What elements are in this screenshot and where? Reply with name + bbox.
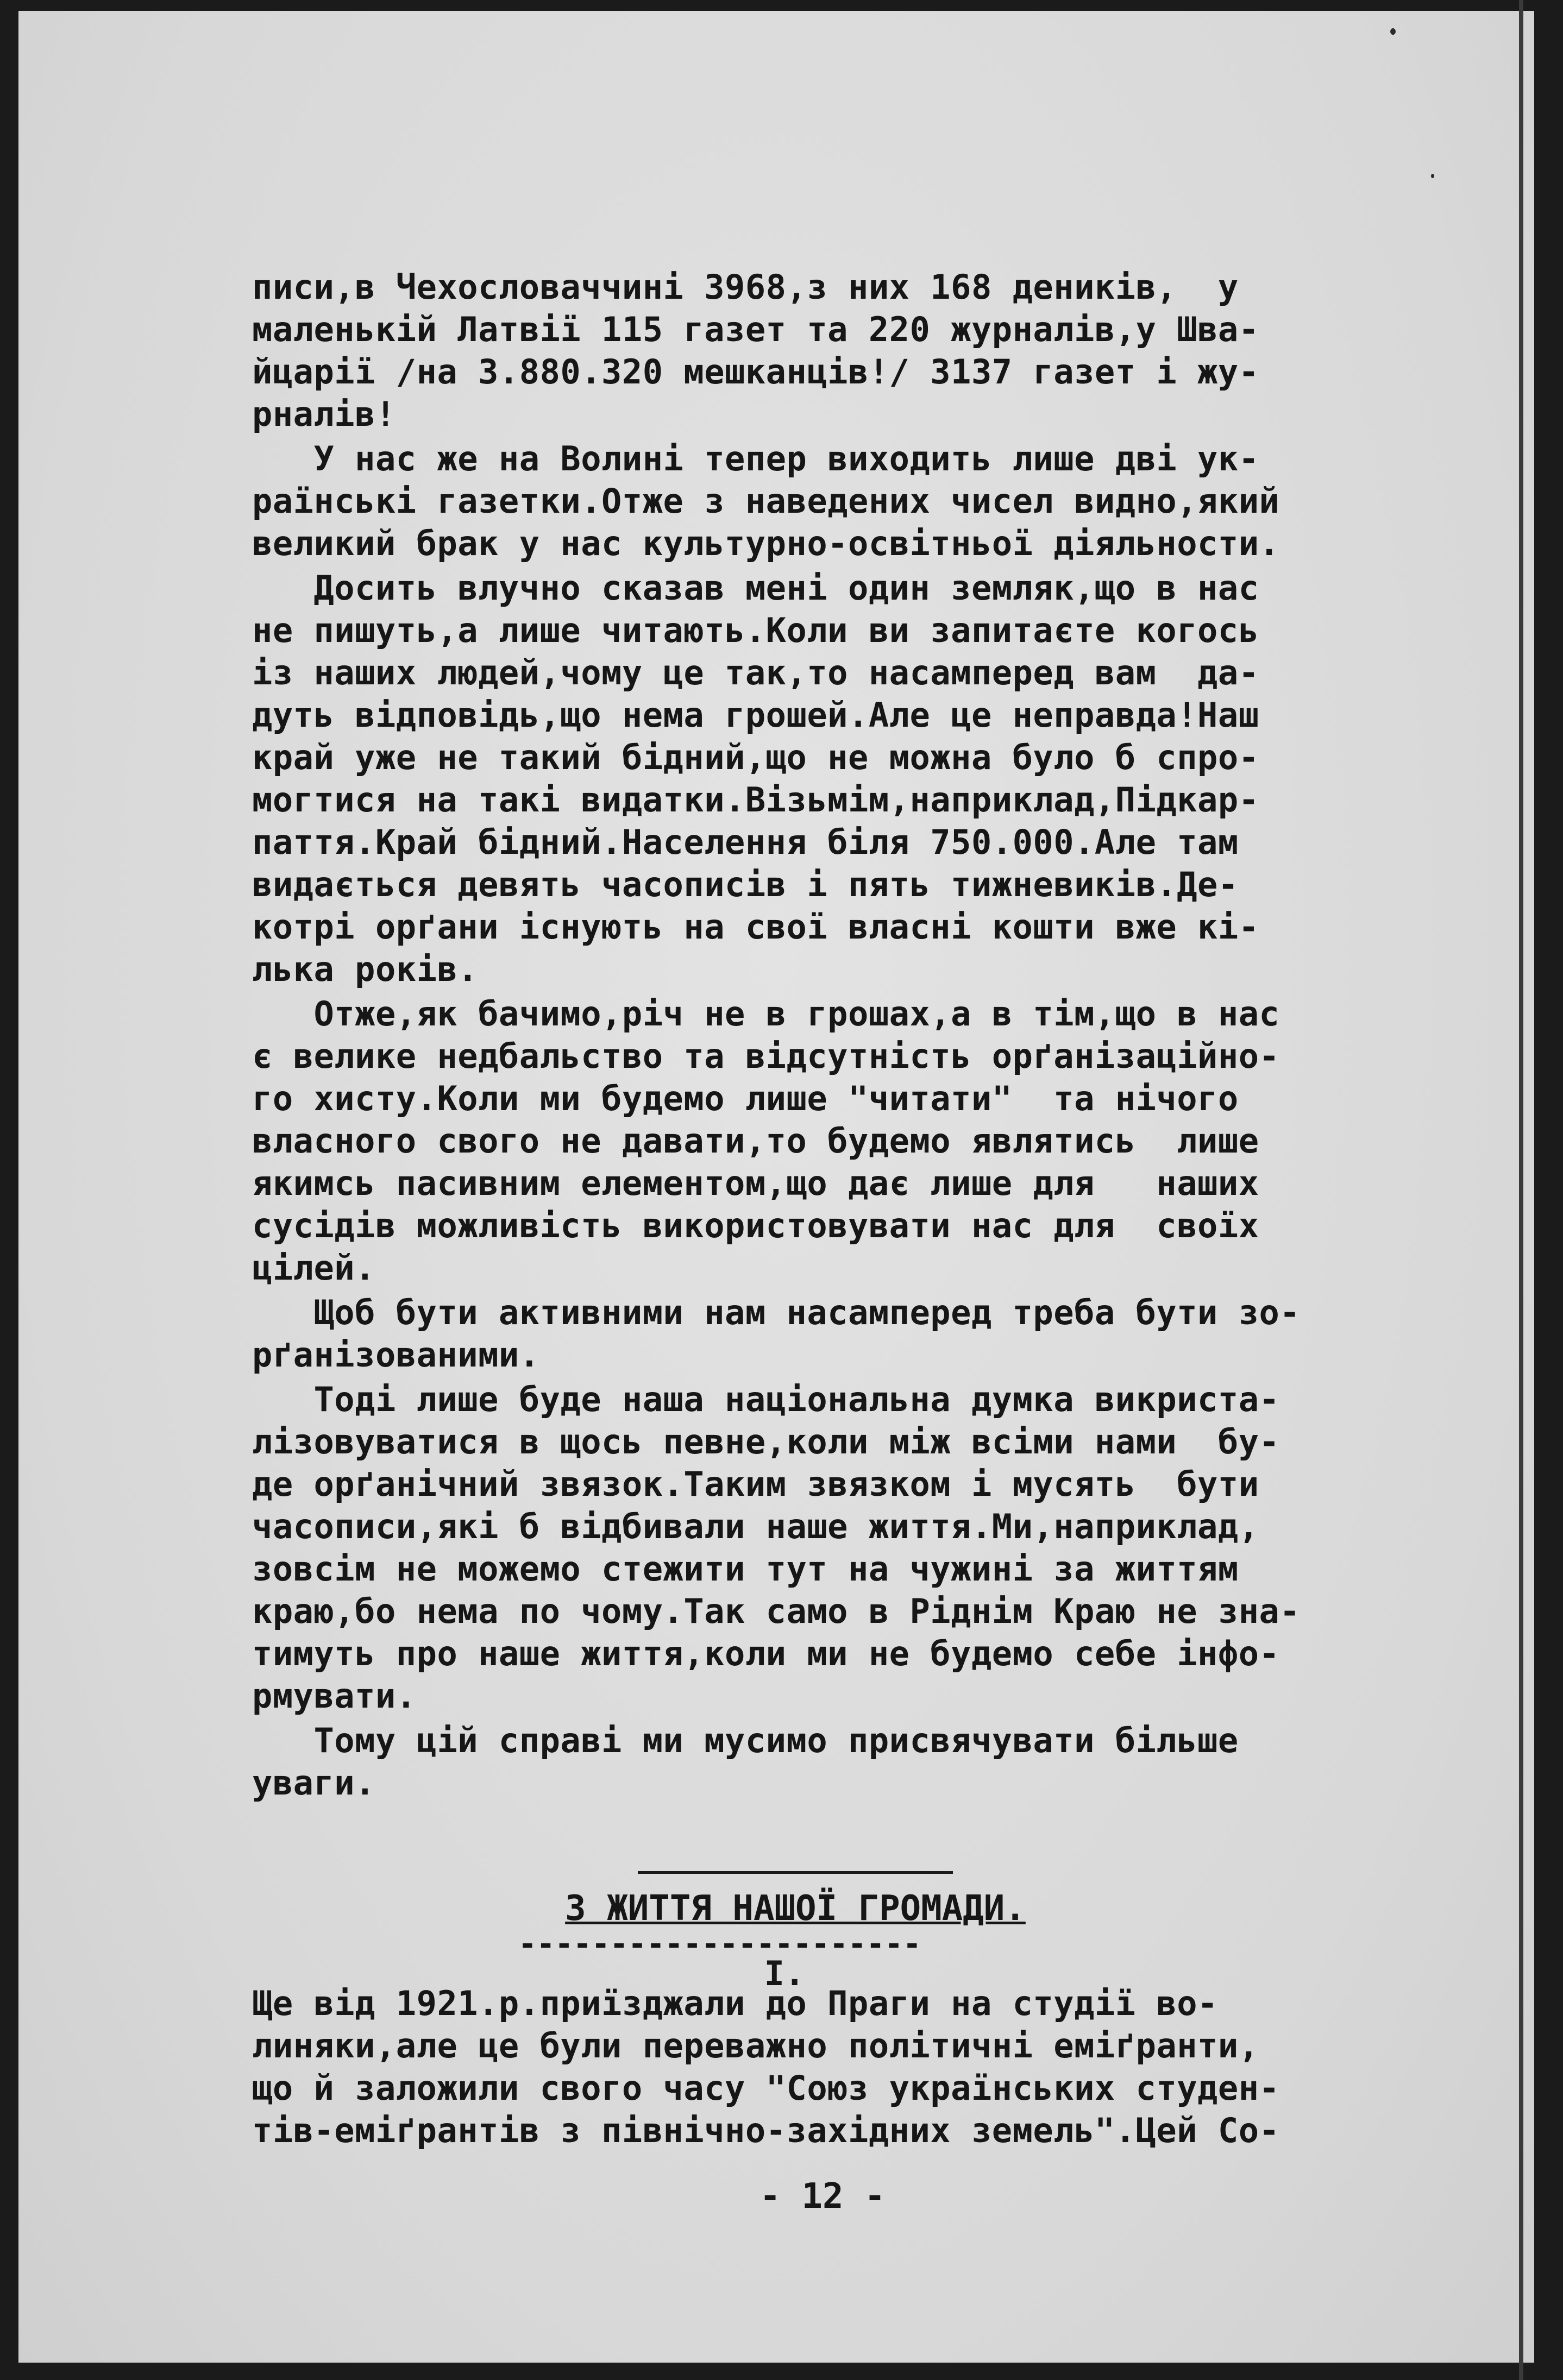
text-line: маленькій Латвії 115 газет та 220 журналів,у Шва-: [252, 310, 1259, 349]
text-line: де орґанічний звязок.Таким звязком і мусять бути: [252, 1464, 1259, 1504]
text-line: Тому цій справі ми мусимо присвячувати більше: [252, 1721, 1239, 1760]
text-line: Ще від 1921.р.приїзджали до Праги на студії во-: [252, 1984, 1218, 2023]
text-line: рмувати.: [252, 1676, 417, 1716]
text-line: могтися на такі видатки.Візьмім,наприклад,Підкар-: [252, 780, 1259, 820]
text-line: власного свого не давати,то будемо являтись лише: [252, 1121, 1259, 1161]
paragraph: [252, 1982, 1480, 2152]
paragraph: [252, 1378, 1480, 1717]
text-line: Щоб бути активними нам насамперед треба бути зо-: [252, 1293, 1301, 1332]
text-line: йцарії /на 3.880.320 мешканців!/ 3137 газет і жу-: [252, 352, 1259, 392]
text-line: великий брак у нас культурно-освітньої діяльности.: [252, 524, 1280, 563]
text-line: Досить влучно сказав мені один земляк,що в нас: [252, 568, 1259, 608]
text-line: У нас же на Волині тепер виходить лише дві ук-: [252, 439, 1259, 478]
page-number: - 12 -: [759, 2176, 886, 2217]
scan-speck: [1431, 174, 1434, 178]
text-line: із наших людей,чому це так,то насамперед вам да-: [252, 653, 1259, 692]
text-line: є велике недбальство та відсутність орґанізаційно-: [252, 1036, 1280, 1076]
heading-dash-underline: ----------------------: [518, 1934, 921, 1955]
text-line: не пишуть,а лише читають.Коли ви запитаєте когось: [252, 610, 1259, 650]
paragraph: [252, 993, 1480, 1289]
text-line: писи,в Чехословаччині 3968,з них 168 деників, у: [252, 267, 1239, 307]
text-line: лька років.: [252, 949, 479, 989]
text-line: часописи,які б відбивали наше життя.Ми,наприклад,: [252, 1507, 1259, 1546]
paragraph: [252, 266, 1480, 436]
text-line: тимуть про наше життя,коли ми не будемо себе інфо-: [252, 1634, 1280, 1673]
text-line: паття.Край бідний.Населення біля 750.000.Але там: [252, 822, 1239, 862]
section-number: I.: [764, 1954, 805, 1993]
scan-edge: [1519, 0, 1523, 2380]
section-heading: З ЖИТТЯ НАШОЇ ГРОМАДИ.: [565, 1888, 1026, 1929]
paragraph: [252, 567, 1480, 991]
text-line: цілей.: [252, 1248, 375, 1288]
paragraph: [252, 438, 1480, 565]
text-line: сусідів можливість використовувати нас для своїх: [252, 1206, 1259, 1245]
text-line: рналів!: [252, 394, 396, 434]
text-line: лізовуватися в щось певне,коли між всіми нами бу-: [252, 1422, 1280, 1462]
text-line: го хисту.Коли ми будемо лише "читати" та нічого: [252, 1079, 1239, 1118]
text-line: якимсь пасивним елементом,що дає лише для наших: [252, 1163, 1259, 1203]
text-line: уваги.: [252, 1763, 375, 1803]
text-line: рґанізованими.: [252, 1335, 540, 1375]
document-page: [18, 11, 1534, 2363]
section-divider: [638, 1871, 953, 1874]
text-line: котрі орґани існують на свої власні кошти вже кі-: [252, 907, 1259, 947]
text-line: зовсім не можемо стежити тут на чужині за життям: [252, 1549, 1239, 1589]
text-line: тів-еміґрантів з північно-західних земель".Цей Со-: [252, 2111, 1280, 2150]
section-body-text: [252, 1982, 1480, 2152]
body-text: [252, 266, 1480, 1804]
text-line: раїнські газетки.Отже з наведених чисел видно,який: [252, 481, 1280, 521]
text-line: краю,бо нема по чому.Так само в Ріднім Краю не зна-: [252, 1591, 1301, 1631]
scan-speck: [1390, 28, 1396, 35]
paragraph: [252, 1720, 1480, 1804]
text-line: Отже,як бачимо,річ не в грошах,а в тім,що в нас: [252, 994, 1280, 1034]
paragraph: [252, 1292, 1480, 1376]
text-line: Тоді лише буде наша національна думка викриста-: [252, 1380, 1280, 1419]
text-line: видається девять часописів і пять тижневиків.Де-: [252, 865, 1239, 904]
text-line: дуть відповідь,що нема грошей.Але це неправда!Наш: [252, 695, 1259, 735]
text-line: край уже не такий бідний,що не можна було б спро-: [252, 738, 1259, 777]
text-line: що й заложили свого часу "Союз українських студен-: [252, 2068, 1280, 2108]
text-line: линяки,але це були переважно політичні еміґранти,: [252, 2026, 1259, 2066]
